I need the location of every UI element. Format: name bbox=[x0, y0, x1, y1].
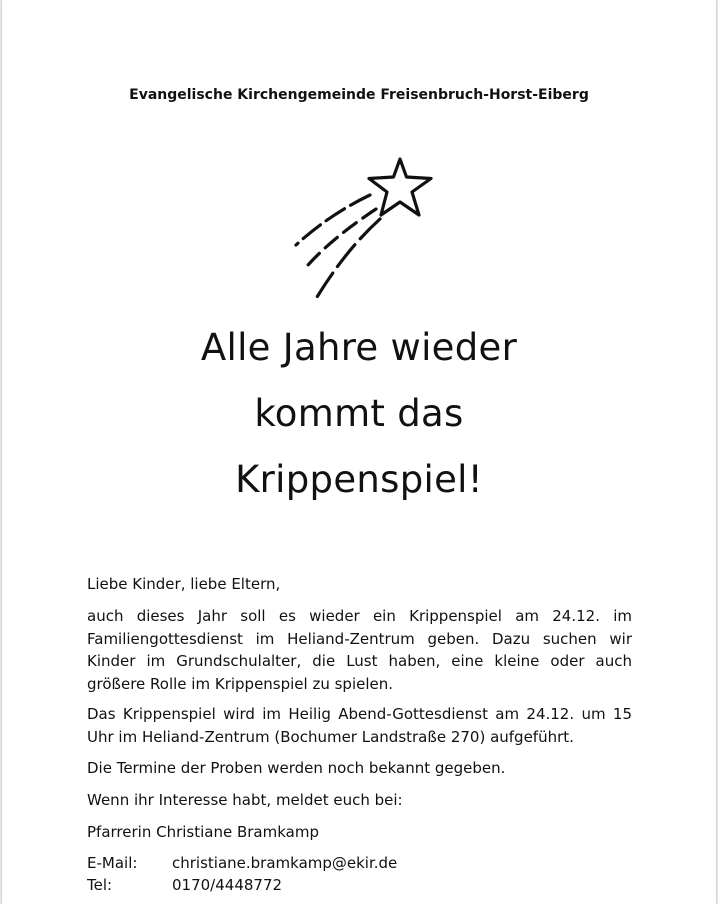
email-label: E-Mail: bbox=[87, 854, 138, 872]
paragraph-invitation: auch dieses Jahr soll es wieder ein Krippenspiel am 24.12. im Familiengottesdienst im Heliand-Zentrum geben. Dazu suchen wir Kinder im Grundschulalter, die Lust haben, eine kleine oder auch größere Rolle im Krippenspiel zu spielen. bbox=[87, 607, 632, 693]
headline-line-2: kommt das bbox=[254, 392, 464, 435]
paragraph-interest: Wenn ihr Interesse habt, meldet euch bei: bbox=[87, 791, 403, 809]
paragraph-rehearsals: Die Termine der Proben werden noch bekannt gegeben. bbox=[87, 759, 506, 777]
organization-name: Evangelische Kirchengemeinde Freisenbruch-Horst-Eiberg bbox=[129, 87, 589, 103]
tel-label: Tel: bbox=[87, 876, 113, 894]
headline-line-3: Krippenspiel! bbox=[235, 458, 483, 501]
contact-name: Pfarrerin Christiane Bramkamp bbox=[87, 823, 319, 841]
headline-line-1: Alle Jahre wieder bbox=[200, 326, 518, 369]
email-value: christiane.bramkamp@ekir.de bbox=[172, 854, 398, 872]
paragraph-performance: Das Krippenspiel wird im Heilig Abend-Gottesdienst am 24.12. um 15 Uhr im Heliand-Zentrum (Bochumer Landstraße 270) aufgeführt. bbox=[87, 705, 632, 746]
greeting: Liebe Kinder, liebe Eltern, bbox=[87, 575, 281, 593]
email-row bbox=[87, 852, 397, 874]
tel-row bbox=[87, 874, 282, 896]
shooting-star-icon bbox=[290, 155, 440, 305]
tel-value: 0170/4448772 bbox=[172, 876, 283, 894]
